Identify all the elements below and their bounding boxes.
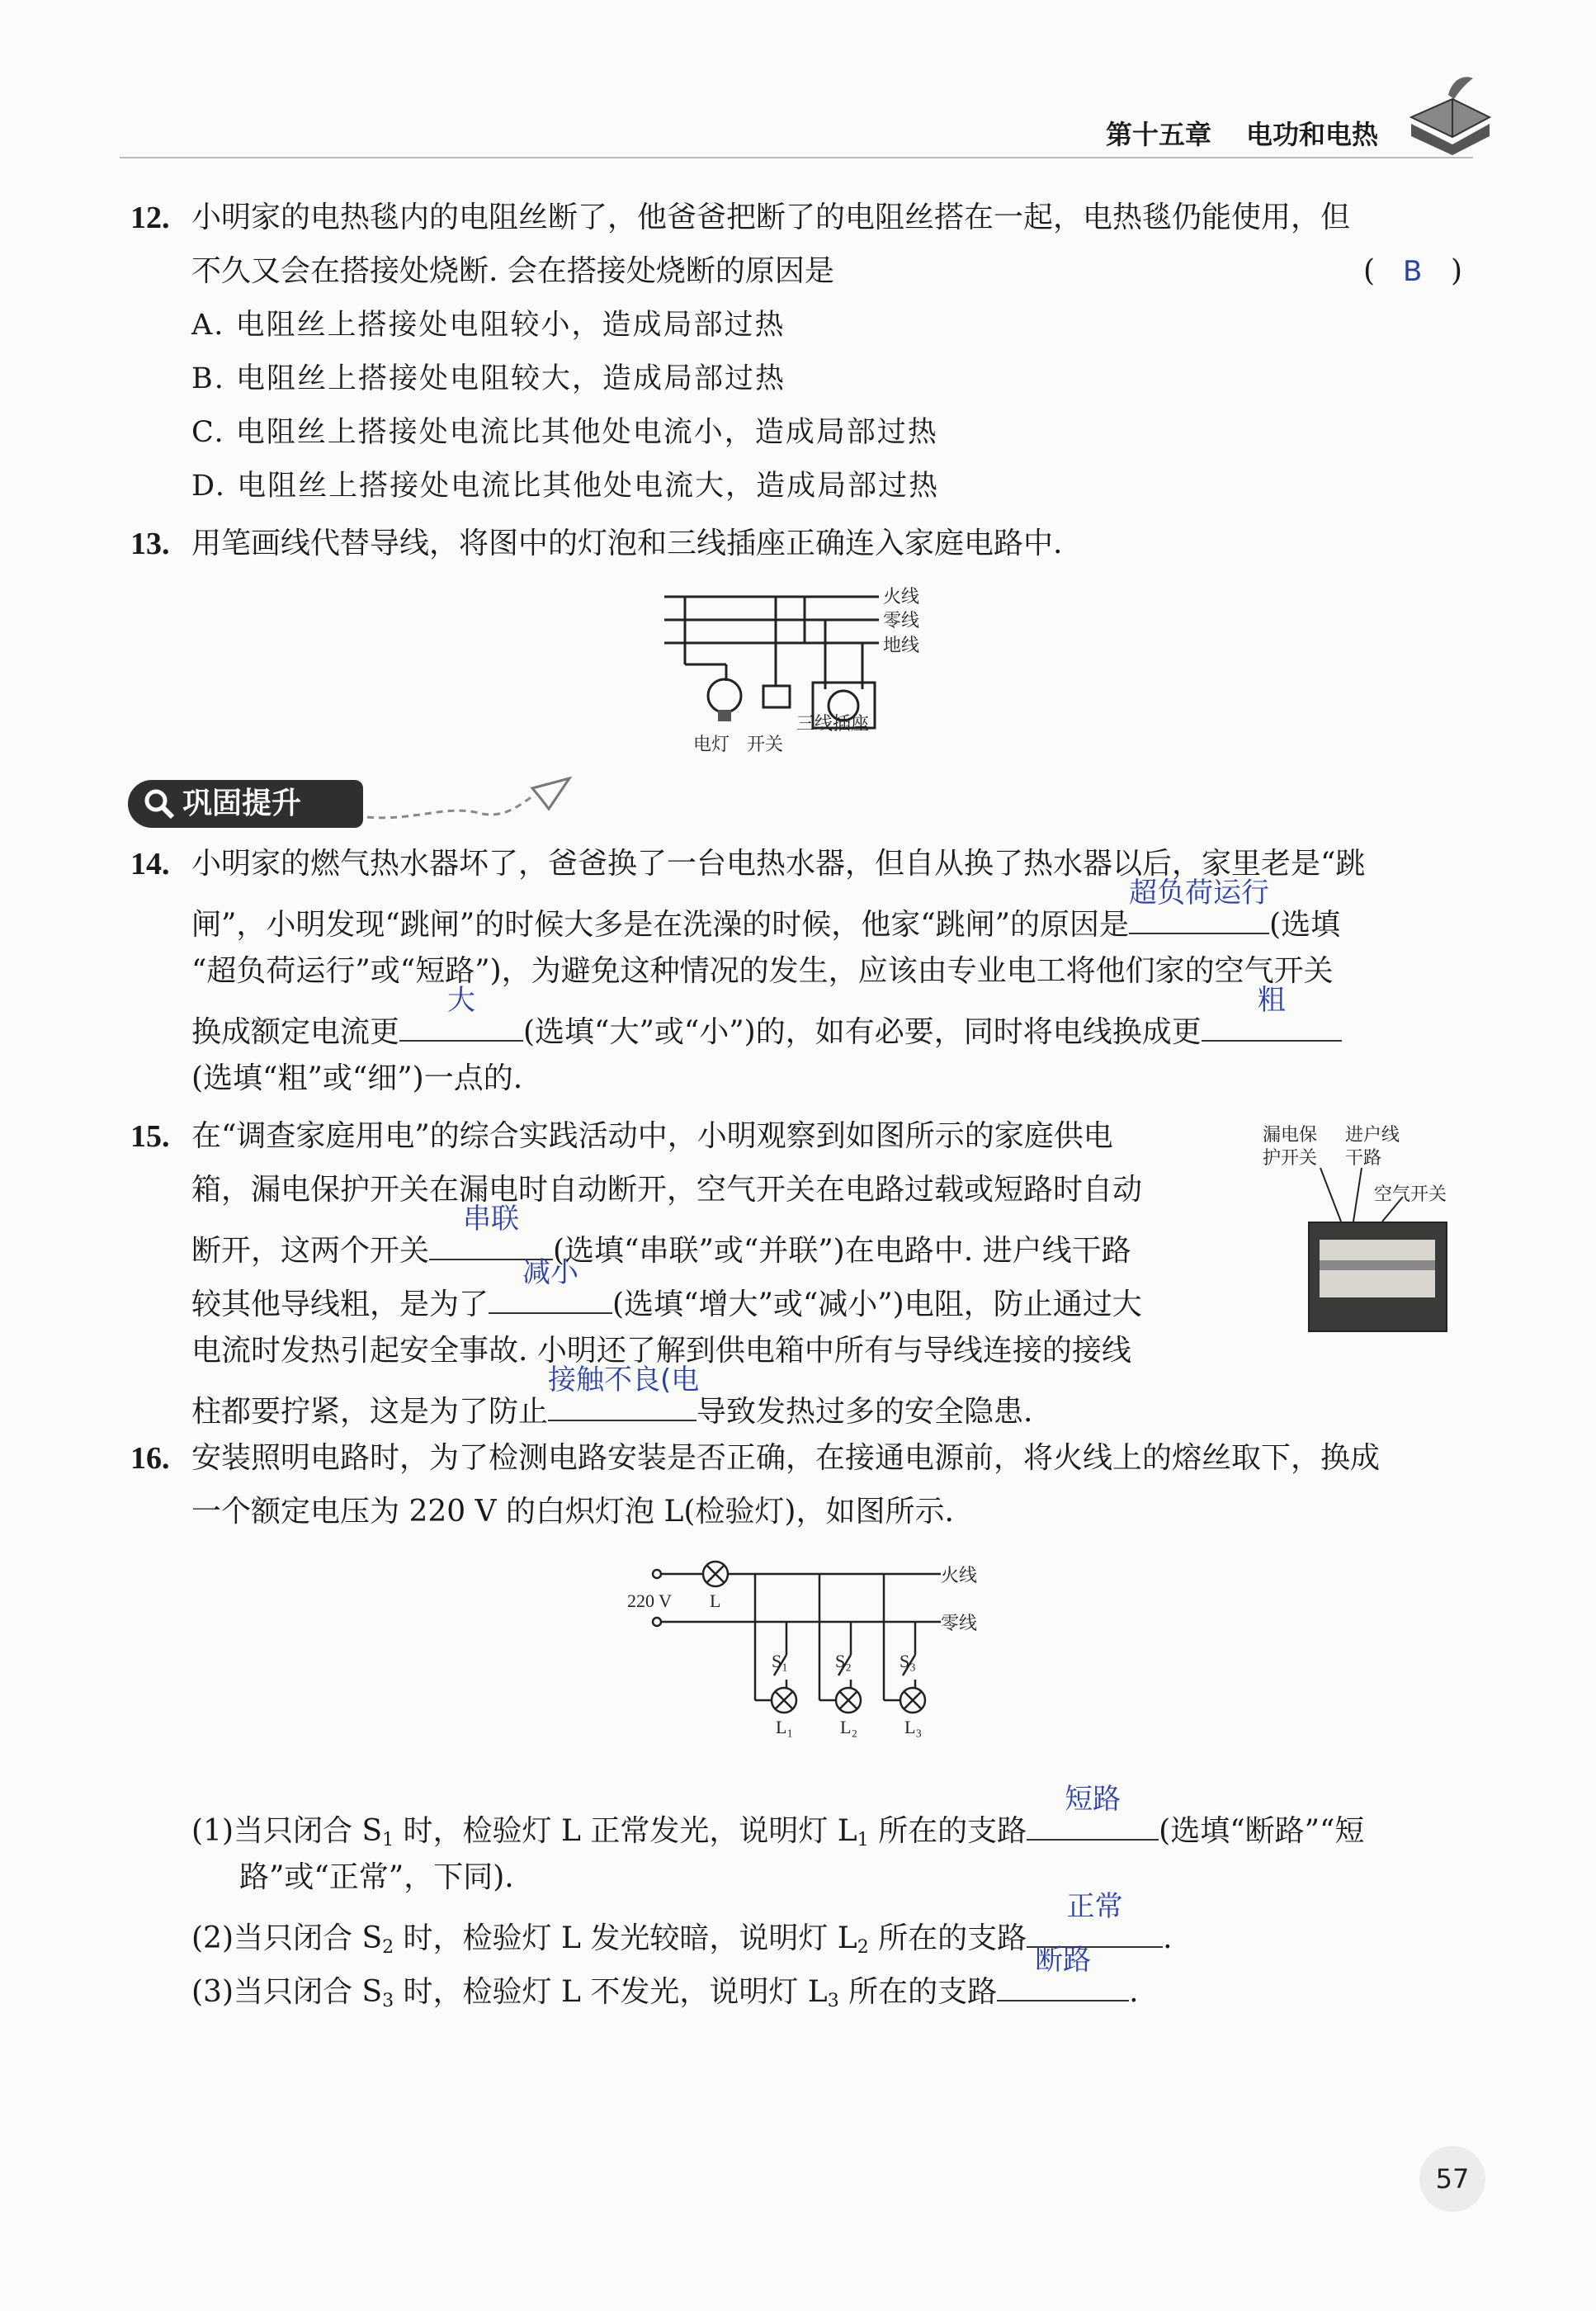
circuit-label-test-lamp: L (710, 1590, 721, 1611)
circuit-label-live: 火线 (941, 1566, 978, 1586)
q16-p2d: . (1163, 1921, 1173, 1955)
figure-label-leak-2: 护开关 (1263, 1148, 1318, 1169)
distribution-box-photo (1308, 1222, 1447, 1332)
q15-line2: 箱，漏电保护开关在漏电时自动断开，空气开关在电路过载或短路时自动 (191, 1173, 1143, 1207)
q16-blank-1[interactable] (1027, 1783, 1159, 1841)
chapter-title: 电功和电热 (1246, 119, 1379, 150)
figure-label-live: 火线 (883, 587, 920, 607)
q16-blank-3[interactable] (997, 1944, 1129, 2001)
q16-p2a: (2)当只闭合 S (191, 1921, 383, 1955)
q16-p2-sub2: 2 (857, 1937, 869, 1958)
q14-line2 (191, 877, 1341, 943)
q15-line3b: (选填“串联”或“并联”)在电路中. 进户线干路 (553, 1234, 1131, 1268)
q16-answer-2: 正常 (1066, 1890, 1123, 1923)
q16-p2b: 时，检验灯 L 发光较暗，说明灯 L (394, 1921, 857, 1955)
circuit-label-s2: S₂ (835, 1651, 852, 1671)
figure-label-lamp: 电灯 (693, 735, 730, 755)
q16-p2-sub: 2 (382, 1937, 394, 1958)
q14-line5: (选填“粗”或“细”)一点的. (191, 1061, 523, 1095)
figure-label-ground: 地线 (883, 636, 920, 656)
figure-label-socket: 三线插座 (796, 714, 870, 735)
section-tag (128, 780, 363, 828)
q12-line2: 不久又会在搭接处烧断. 会在搭接处烧断的原因是 (191, 254, 834, 288)
q15-line3 (191, 1203, 1131, 1269)
circuit-label-s3: S₃ (900, 1651, 916, 1671)
q15-blank-3[interactable] (548, 1363, 700, 1421)
circuit-label-l3: L₃ (904, 1717, 923, 1737)
q14-answer-1: 超负荷运行 (1129, 877, 1270, 910)
q15-line6a: 柱都要拧紧，这是为了防止 (191, 1395, 549, 1429)
q15-line1: 在“调查家庭用电”的综合实践活动中，小明观察到如图所示的家庭供电 (191, 1119, 1113, 1153)
q12-answer: B (1403, 255, 1423, 288)
q14-answer-2: 大 (447, 984, 476, 1017)
q12-option-b: B. 电阻丝上搭接处电阻较大，造成局部过热 (191, 362, 786, 395)
q16-p3-sub2: 3 (827, 1991, 839, 2011)
figure-label-air-switch: 空气开关 (1374, 1184, 1447, 1205)
q16-answer-3: 断路 (1035, 1944, 1092, 1977)
q16-p3a: (3)当只闭合 S (191, 1975, 383, 2009)
paper-plane-icon (363, 772, 578, 834)
q14-answer-3: 粗 (1257, 984, 1286, 1017)
q16-p1a: (1)当只闭合 S (191, 1814, 383, 1848)
q14-line2b: (选填 (1269, 908, 1341, 942)
q16-part3 (191, 1944, 1139, 2020)
q15-blank-2[interactable] (489, 1256, 612, 1314)
q16-p3d: . (1129, 1975, 1139, 2009)
q16-p1-sub2: 1 (857, 1830, 869, 1850)
question-number-14: 14. (130, 847, 170, 881)
section-label: 巩固提升 (182, 787, 302, 820)
figure-label-neutral: 零线 (883, 611, 920, 631)
q16-part1-line1 (191, 1783, 1365, 1859)
figure-label-leak-1: 漏电保 (1263, 1125, 1318, 1146)
question-number-12: 12. (130, 201, 170, 235)
q14-line1: 小明家的燃气热水器坏了，爸爸换了一台电热水器，但自从换了热水器以后，家里老是“跳 (191, 847, 1366, 881)
q14-line3: “超负荷运行”或“短路”)，为避免这种情况的发生，应该由专业电工将他们家的空气开关 (191, 954, 1334, 988)
q16-p3c: 所在的支路 (838, 1975, 998, 2009)
header-rule (120, 157, 1473, 158)
q15-line3a: 断开，这两个开关 (191, 1234, 430, 1268)
q15-line5: 电流时发热引起安全事故. 小明还了解到供电箱中所有与导线连接的接线 (191, 1334, 1131, 1368)
circuit-label-l1: L₁ (776, 1717, 794, 1737)
q15-line6b: 导致发热过多的安全隐患. (696, 1395, 1033, 1429)
book-icon (1403, 66, 1494, 157)
q14-line4b: (选填“大”或“小”)的，如有必要，同时将电线换成更 (523, 1015, 1202, 1049)
q15-line4a: 较其他导线粗，是为了 (191, 1288, 489, 1321)
q16-p1b: 时，检验灯 L 正常发光，说明灯 L (394, 1814, 857, 1848)
q15-answer-1: 串联 (463, 1203, 520, 1236)
circuit-label-voltage: 220 V (627, 1590, 672, 1611)
breaker-rail (1320, 1260, 1435, 1270)
figure-label-main-1: 进户线 (1345, 1125, 1400, 1146)
figure-label-switch: 开关 (747, 735, 784, 755)
circuit-label-s1: S₁ (772, 1651, 788, 1671)
q16-line2: 一个额定电压为 220 V 的白炽灯泡 L(检验灯)，如图所示. (191, 1495, 954, 1529)
q13-text: 用笔画线代替导线，将图中的灯泡和三线插座正确连入家庭电路中. (191, 527, 1063, 560)
q12-option-c: C. 电阻丝上搭接处电流比其他处电流小，造成局部过热 (191, 416, 938, 449)
q16-p1c: 所在的支路 (868, 1814, 1027, 1848)
q12-option-d: D. 电阻丝上搭接处电流比其他处电流大，造成局部过热 (191, 470, 940, 503)
q12-bracket-close: ) (1451, 254, 1463, 288)
q16-p1d: (选填“断路”“短 (1159, 1814, 1365, 1848)
magnifier-icon (143, 787, 176, 835)
q14-line4 (191, 984, 1342, 1051)
q12-option-a: A. 电阻丝上搭接处电阻较小，造成局部过热 (191, 309, 786, 342)
q15-line6 (191, 1363, 1033, 1430)
q15-line4b: (选填“增大”或“减小”)电阻，防止通过大 (612, 1288, 1142, 1321)
circuit-label-neutral: 零线 (941, 1614, 978, 1634)
figure-label-main-2: 干路 (1345, 1148, 1382, 1169)
question-number-13: 13. (130, 527, 170, 561)
question-number-16: 16. (130, 1441, 170, 1476)
q16-p3b: 时，检验灯 L 不发光，说明灯 L (394, 1975, 828, 2009)
q15-answer-2: 减小 (522, 1256, 579, 1289)
q16-line1: 安装照明电路时，为了检测电路安装是否正确，在接通电源前，将火线上的熔丝取下，换成 (191, 1441, 1381, 1475)
q16-p2c: 所在的支路 (868, 1921, 1027, 1955)
page-number: 57 (1419, 2146, 1485, 2212)
q14-blank-1[interactable] (1129, 877, 1270, 934)
q16-answer-1: 短路 (1065, 1783, 1121, 1816)
q14-line4a: 换成额定电流更 (191, 1015, 400, 1049)
q14-blank-3[interactable] (1202, 984, 1342, 1042)
q14-line2a: 闸”，小明发现“跳闸”的时候大多是在洗澡的时候，他家“跳闸”的原因是 (191, 908, 1130, 942)
leader-lines (1304, 1164, 1452, 1226)
circuit-label-l2: L₂ (840, 1717, 858, 1737)
q16-p3-sub: 3 (382, 1991, 394, 2011)
q12-line1: 小明家的电热毯内的电阻丝断了，他爸爸把断了的电阻丝搭在一起，电热毯仍能使用，但 (191, 201, 1351, 234)
question-number-15: 15. (130, 1119, 170, 1154)
q12-bracket-open: ( (1363, 254, 1376, 288)
chapter-label: 第十五章 (1106, 119, 1212, 150)
q16-part1-line2: 路”或“正常”，下同). (239, 1860, 514, 1894)
q14-blank-2[interactable] (399, 984, 523, 1042)
q16-p1-sub: 1 (382, 1830, 394, 1850)
q15-line4 (191, 1256, 1142, 1323)
q15-answer-3: 接触不良(电 (548, 1363, 700, 1397)
